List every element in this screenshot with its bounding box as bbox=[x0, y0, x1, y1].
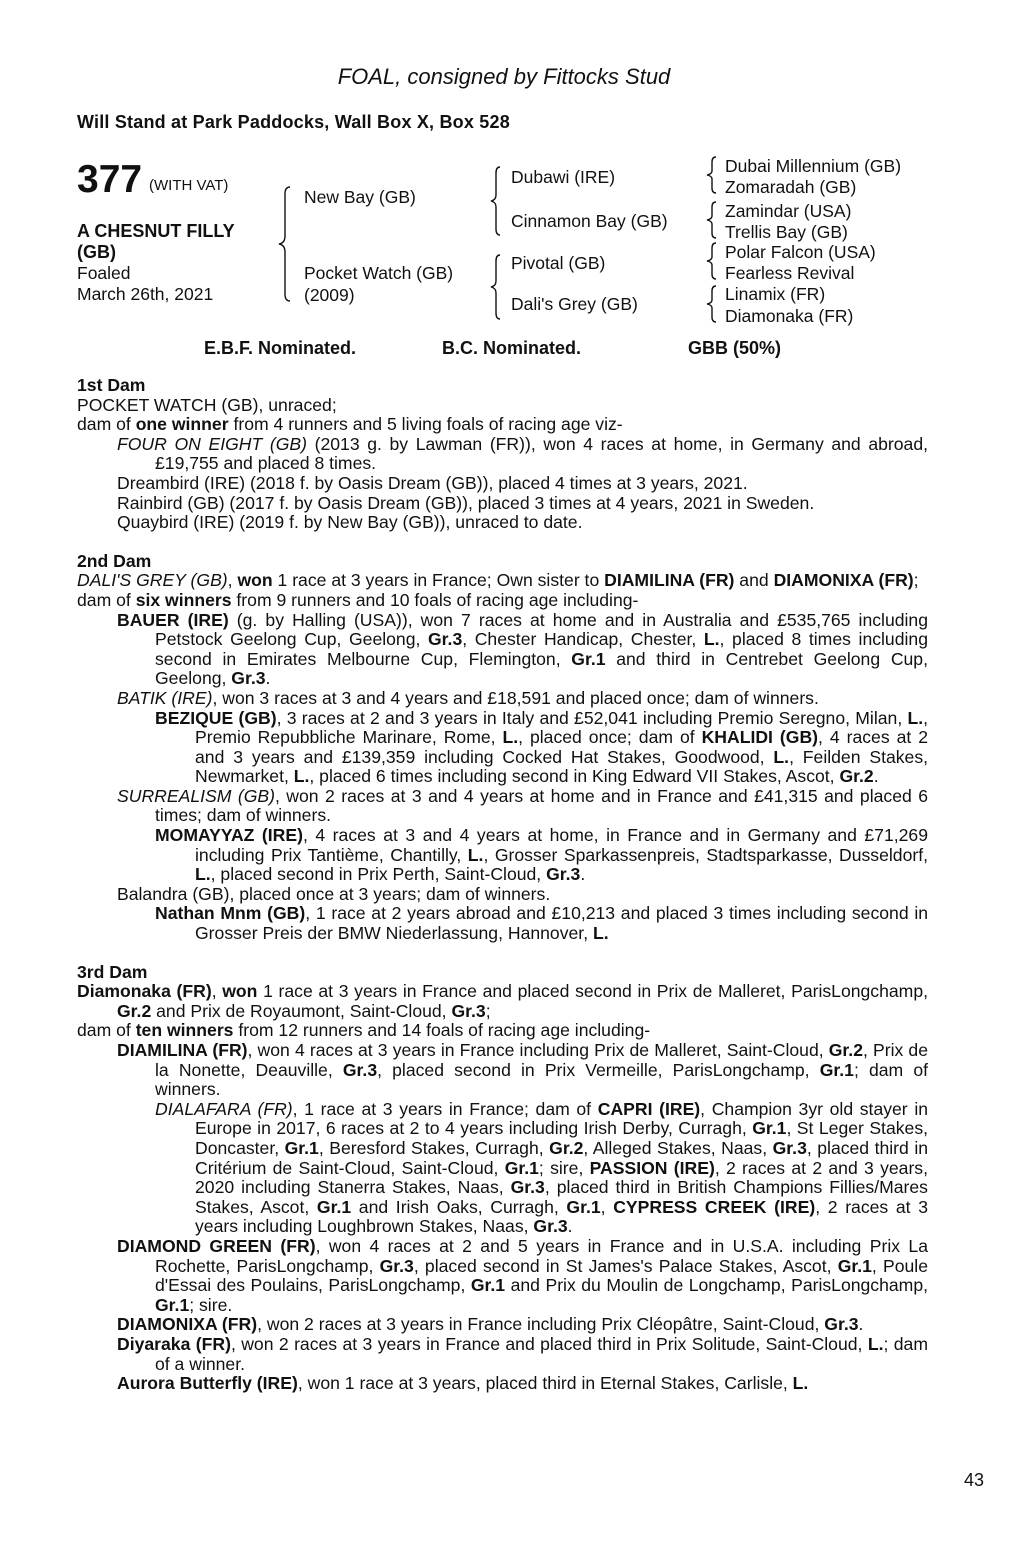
italic-text: DIALAFARA (FR) bbox=[155, 1098, 293, 1119]
pedigree-g4: Linamix (FR) bbox=[725, 284, 826, 304]
bold-text: L. bbox=[467, 844, 484, 865]
entry-text: 1 race at 3 years in France and placed second in Prix de Malleret, ParisLongchamp, bbox=[257, 981, 929, 1002]
entry-text: ; sire. bbox=[189, 1294, 233, 1315]
entry-text: , placed 8 times including second in Emirates Melbourne Cup, Flemington, bbox=[155, 629, 928, 669]
entry-text: . bbox=[580, 864, 586, 885]
entry-text: ; dam of a winner. bbox=[155, 1333, 928, 1374]
pedigree-entry bbox=[77, 415, 928, 435]
entry-text: , placed once; dam of bbox=[518, 727, 702, 748]
pedigree-entry bbox=[77, 1021, 928, 1041]
entry-text: from 12 runners and 14 foals of racing age including- bbox=[233, 1020, 651, 1041]
italic-text: FOUR ON EIGHT (GB) bbox=[117, 433, 307, 454]
entry-text: and third in Centrebet Geelong Cup, Geelong, bbox=[155, 648, 928, 689]
pedigree-entry bbox=[77, 709, 928, 787]
entry-text: , won 2 races at 3 years in France including Prix Cléopâtre, Saint-Cloud, bbox=[257, 1314, 825, 1335]
bold-text: CAPRI (IRE) bbox=[597, 1098, 701, 1119]
entry-text: , won 2 races at 3 years in France and placed third in Prix Solitude, Saint-Cloud, bbox=[230, 1333, 868, 1354]
entry-text: . bbox=[873, 766, 879, 787]
entry-text: , bbox=[600, 1196, 614, 1217]
entry-text: , 4 races at 3 and 4 years at home, in France and in Germany and £71,269 including Prix Tantième, Chantilly, bbox=[195, 825, 928, 865]
entry-text: , placed second in St James's Palace Stakes, Ascot, bbox=[413, 1255, 838, 1276]
pedigree-sire: New Bay (GB) bbox=[304, 187, 416, 207]
entry-text: , Premio Repubbliche Marinare, Rome, bbox=[195, 707, 928, 748]
bold-text: Gr.1 bbox=[470, 1275, 506, 1296]
pedigree-entry bbox=[77, 904, 928, 943]
entry-text: , Feilden Stakes, Newmarket, bbox=[195, 746, 929, 787]
entry-text: Quaybird (IRE) (2019 f. by New Bay (GB)), unraced to date. bbox=[117, 512, 583, 533]
entry-text: from 4 runners and 5 living foals of racing age viz- bbox=[228, 414, 623, 435]
pedigree-g4: Diamonaka (FR) bbox=[725, 306, 854, 326]
bold-text: won bbox=[237, 570, 273, 591]
entry-text: ; bbox=[485, 1000, 491, 1021]
entry-text: Rainbird (GB) (2017 f. by Oasis Dream (GB)), placed 3 times at 4 years, 2021 in Sweden. bbox=[117, 492, 815, 513]
bold-text: Diyaraka (FR) bbox=[117, 1333, 231, 1354]
entry-text: Balandra (GB), placed once at 3 years; dam of winners. bbox=[117, 883, 551, 904]
pedigree-entry bbox=[77, 1315, 928, 1335]
bold-text: six winners bbox=[135, 589, 232, 610]
foaled-label: Foaled bbox=[77, 263, 131, 283]
entry-text: , Alleged Stakes, Naas, bbox=[583, 1137, 773, 1158]
bold-text: Gr.2 bbox=[117, 1000, 152, 1021]
pedigree-g4: Trellis Bay (GB) bbox=[725, 222, 848, 242]
entry-text: ; bbox=[913, 570, 919, 591]
bold-text: CYPRESS CREEK (IRE) bbox=[613, 1196, 816, 1217]
entry-text: dam of bbox=[77, 589, 136, 610]
pedigree-entry bbox=[77, 591, 928, 611]
entry-text: , placed second in Prix Vermeille, ParisLongchamp, bbox=[377, 1059, 820, 1080]
pedigree-entry bbox=[77, 513, 928, 533]
entry-text: dam of bbox=[77, 414, 136, 435]
entry-text: , Beresford Stakes, Curragh, bbox=[318, 1137, 550, 1158]
pedigree-sire-dam: Cinnamon Bay (GB) bbox=[511, 211, 668, 231]
entry-text: (2013 g. by Lawman (FR)), won 4 races at home, in Germany and abroad, £19,755 and placed 8 times. bbox=[155, 433, 929, 474]
entry-text: . bbox=[265, 668, 271, 689]
bold-text: Gr.3 bbox=[231, 668, 266, 689]
entry-text: (g. by Halling (USA)), won 7 races at home and in Australia and £535,765 including Petstock Geelong Cup, Geelong, bbox=[155, 609, 928, 650]
ebf-nomination: E.B.F. Nominated. bbox=[204, 338, 357, 358]
bold-text: DIAMILINA (FR) bbox=[604, 570, 735, 591]
entry-text: , Prix de la Nonette, Deauville, bbox=[155, 1040, 928, 1080]
entry-text: POCKET WATCH (GB), unraced; bbox=[77, 394, 337, 415]
bold-text: ten winners bbox=[135, 1020, 234, 1041]
pedigree-brace-icon bbox=[490, 166, 502, 236]
entry-text: Dreambird (IRE) (2018 f. by Oasis Dream (GB)), placed 4 times at 3 years, 2021. bbox=[117, 472, 748, 493]
entry-text: ; sire, bbox=[538, 1157, 590, 1178]
bold-text: Gr.1 bbox=[566, 1196, 601, 1217]
entry-text: , bbox=[211, 981, 223, 1002]
pedigree-entry bbox=[77, 885, 928, 905]
pedigree-entry bbox=[77, 982, 928, 1021]
bold-text: Gr.1 bbox=[284, 1137, 319, 1158]
bold-text: won bbox=[222, 981, 258, 1002]
pedigree-entry bbox=[77, 571, 928, 591]
entry-text: and Prix du Moulin de Longchamp, ParisLongchamp, bbox=[505, 1275, 928, 1296]
dam-section bbox=[77, 376, 928, 533]
pedigree-entry bbox=[77, 494, 928, 514]
pedigree-brace-icon bbox=[278, 186, 292, 302]
dam-section bbox=[77, 963, 928, 1394]
bold-text: one winner bbox=[135, 414, 229, 435]
entry-text: , Grosser Sparkassenpreis, Stadtsparkasse, Dusseldorf, bbox=[483, 844, 928, 865]
pedigree-g4: Zomaradah (GB) bbox=[725, 177, 857, 197]
entry-text: , won 4 races at 2 and 5 years in France and in U.S.A. including Prix La Rochette, ParisLongchamp, bbox=[155, 1235, 928, 1276]
pedigree-entry bbox=[77, 787, 928, 826]
bold-text: L. bbox=[907, 707, 924, 728]
entry-text: ; dam of winners. bbox=[155, 1059, 928, 1100]
section-heading: 2nd Dam bbox=[77, 550, 152, 571]
page-title: FOAL, consigned by Fittocks Stud bbox=[337, 64, 671, 89]
section-heading: 1st Dam bbox=[77, 375, 146, 395]
bold-text: Gr.1 bbox=[571, 648, 606, 669]
pedigree-g4: Zamindar (USA) bbox=[725, 201, 852, 221]
entry-text: and Prix de Royaumont, Saint-Cloud, bbox=[151, 1000, 452, 1021]
entry-text: and Irish Oaks, Curragh, bbox=[351, 1196, 567, 1217]
pedigree-g4: Fearless Revival bbox=[725, 263, 855, 283]
pedigree-dam-year: (2009) bbox=[304, 285, 355, 305]
bc-nomination: B.C. Nominated. bbox=[442, 338, 582, 358]
bold-text: Gr.1 bbox=[316, 1196, 352, 1217]
pedigree-entry bbox=[77, 396, 928, 416]
pedigree-entry bbox=[77, 1335, 928, 1374]
bold-text: L. bbox=[502, 727, 519, 748]
vat-note: (WITH VAT) bbox=[149, 177, 229, 194]
entry-text: , placed second in Prix Perth, Saint-Cloud, bbox=[210, 864, 547, 885]
entry-text: and bbox=[734, 570, 774, 591]
gbb-note: GBB (50%) bbox=[688, 338, 782, 358]
pedigree-brace-icon bbox=[706, 285, 718, 323]
pedigree-dam: Pocket Watch (GB) bbox=[304, 263, 454, 283]
pedigree-entry bbox=[77, 435, 928, 474]
pedigree-brace-icon bbox=[706, 201, 718, 239]
entry-text: dam of bbox=[77, 1020, 136, 1041]
stand-location: Will Stand at Park Paddocks, Wall Box X, Box 528 bbox=[77, 112, 510, 132]
bold-text: Gr.3 bbox=[546, 864, 581, 885]
bold-text: Gr.1 bbox=[819, 1059, 854, 1080]
pedigree-entry bbox=[77, 611, 928, 689]
bold-text: Gr.3 bbox=[824, 1314, 859, 1335]
bold-text: DIAMONIXA (FR) bbox=[773, 570, 914, 591]
entry-text: , placed 6 times including second in King Edward VII Stakes, Ascot, bbox=[309, 766, 840, 787]
bold-text: Gr.3 bbox=[428, 629, 463, 650]
bold-text: Gr.2 bbox=[839, 766, 874, 787]
pedigree-g4: Dubai Millennium (GB) bbox=[725, 156, 902, 176]
bold-text: PASSION (IRE) bbox=[589, 1157, 715, 1178]
entry-text: , won 4 races at 3 years in France including Prix de Malleret, Saint-Cloud, bbox=[247, 1040, 829, 1060]
bold-text: Diamonaka (FR) bbox=[77, 981, 212, 1002]
section-heading: 3rd Dam bbox=[77, 961, 148, 982]
entry-text: , 1 race at 2 years abroad and £10,213 and placed 3 times including second in Grosser Preis der BMW Niederlassung, Hannover, bbox=[195, 903, 929, 944]
pedigree-brace-icon bbox=[706, 156, 718, 194]
pedigree-brace-icon bbox=[706, 242, 718, 280]
bold-text: MOMAYYAZ (IRE) bbox=[155, 825, 303, 846]
bold-text: L. bbox=[867, 1333, 884, 1354]
pedigree-entry bbox=[77, 1374, 928, 1394]
bold-text: Gr.3 bbox=[533, 1216, 568, 1237]
bold-text: Gr.1 bbox=[155, 1294, 190, 1315]
bold-text: BAUER (IRE) bbox=[117, 609, 229, 630]
pedigree-brace-icon bbox=[490, 254, 502, 320]
pedigree-dam-sire: Pivotal (GB) bbox=[511, 253, 606, 273]
bold-text: L. bbox=[773, 746, 790, 767]
pedigree-sire-sire: Dubawi (IRE) bbox=[511, 167, 616, 187]
bold-text: DIAMONIXA (FR) bbox=[117, 1314, 258, 1335]
pedigree-entry bbox=[77, 689, 928, 709]
bold-text: Gr.3 bbox=[451, 1000, 486, 1021]
bold-text: L. bbox=[703, 629, 720, 650]
bold-text: Gr.1 bbox=[504, 1157, 539, 1178]
entry-text: , 3 races at 2 and 3 years in Italy and £52,041 including Premio Seregno, Milan, bbox=[276, 707, 908, 728]
page-number: 43 bbox=[964, 1470, 985, 1490]
bold-text: Gr.2 bbox=[828, 1040, 863, 1060]
bold-text: Aurora Butterfly (IRE) bbox=[117, 1373, 298, 1394]
pedigree-g4: Polar Falcon (USA) bbox=[725, 242, 876, 262]
bold-text: Gr.3 bbox=[510, 1177, 545, 1198]
entry-text: 1 race at 3 years in France; Own sister to bbox=[272, 570, 605, 591]
entry-text: , 4 races at 2 and 3 years and £139,359 including Cocked Hat Stakes, Goodwood, bbox=[195, 727, 928, 767]
bold-text: Gr.3 bbox=[379, 1255, 414, 1276]
entry-text: , won 3 races at 3 and 4 years and £18,591 and placed once; dam of winners. bbox=[212, 687, 819, 708]
entry-text: , won 1 race at 3 years, placed third in Eternal Stakes, Carlisle, bbox=[297, 1373, 793, 1394]
bold-text: BEZIQUE (GB) bbox=[155, 707, 277, 728]
entry-text: , St Leger Stakes, Doncaster, bbox=[195, 1118, 928, 1158]
italic-text: BATIK (IRE) bbox=[117, 687, 213, 708]
italic-text: SURREALISM (GB) bbox=[117, 785, 275, 806]
entry-text: . bbox=[567, 1216, 573, 1237]
bold-text: Gr.3 bbox=[342, 1059, 378, 1080]
bold-text: DIAMOND GREEN (FR) bbox=[117, 1235, 316, 1256]
bold-text: DIAMILINA (FR) bbox=[117, 1040, 248, 1060]
bold-text: Gr.1 bbox=[752, 1118, 787, 1139]
pedigree-entry bbox=[77, 1237, 928, 1315]
entry-text: , placed third in Critérium de Saint-Cloud, Saint-Cloud, bbox=[195, 1137, 929, 1178]
entry-text: , 1 race at 3 years in France; dam of bbox=[292, 1098, 598, 1119]
lot-number: 377 bbox=[77, 158, 143, 201]
entry-text: , bbox=[227, 570, 238, 591]
dam-section bbox=[77, 552, 928, 944]
bold-text: KHALIDI (GB) bbox=[701, 727, 819, 748]
bold-text: L. bbox=[792, 1373, 809, 1394]
pedigree-entry bbox=[77, 826, 928, 885]
entry-text: , won 2 races at 3 and 4 years at home and in France and £41,315 and placed 6 times; dam of winners. bbox=[155, 785, 928, 826]
foaled-date: March 26th, 2021 bbox=[77, 284, 214, 304]
bold-text: Gr.3 bbox=[772, 1137, 807, 1158]
pedigree-entry bbox=[77, 474, 928, 494]
pedigree-notes bbox=[77, 376, 928, 1413]
horse-country: (GB) bbox=[77, 242, 116, 262]
horse-description: A CHESNUT FILLY bbox=[77, 221, 235, 241]
entry-text: , Chester Handicap, Chester, bbox=[462, 629, 704, 650]
bold-text: L. bbox=[195, 864, 211, 885]
entry-text: . bbox=[858, 1314, 864, 1335]
entry-text: , Champion 3yr old stayer in Europe in 2017, 6 races at 2 to 4 years including Irish Derby, Curragh, bbox=[195, 1098, 929, 1139]
bold-text: L. bbox=[293, 766, 310, 787]
entry-text: , placed third in British Champions Fillies/Mares Stakes, Ascot, bbox=[195, 1177, 928, 1217]
entry-text: from 9 runners and 10 foals of racing age including- bbox=[231, 589, 639, 610]
entry-text: , 2 races at 3 years including Loughbrown Stakes, Naas, bbox=[195, 1196, 928, 1237]
pedigree-entry bbox=[77, 1041, 928, 1100]
bold-text: Gr.2 bbox=[549, 1137, 584, 1158]
bold-text: L. bbox=[592, 923, 609, 944]
italic-text: DALI'S GREY (GB) bbox=[77, 570, 228, 591]
bold-text: Nathan Mnm (GB) bbox=[155, 903, 306, 924]
entry-text: , Poule d'Essai des Poulains, ParisLongchamp, bbox=[155, 1255, 928, 1296]
pedigree-entry bbox=[77, 1100, 928, 1237]
pedigree-dam-dam: Dali's Grey (GB) bbox=[511, 294, 638, 314]
bold-text: Gr.1 bbox=[837, 1255, 872, 1276]
entry-text: , 2 races at 2 and 3 years, 2020 including Stanerra Stakes, Naas, bbox=[195, 1157, 928, 1198]
